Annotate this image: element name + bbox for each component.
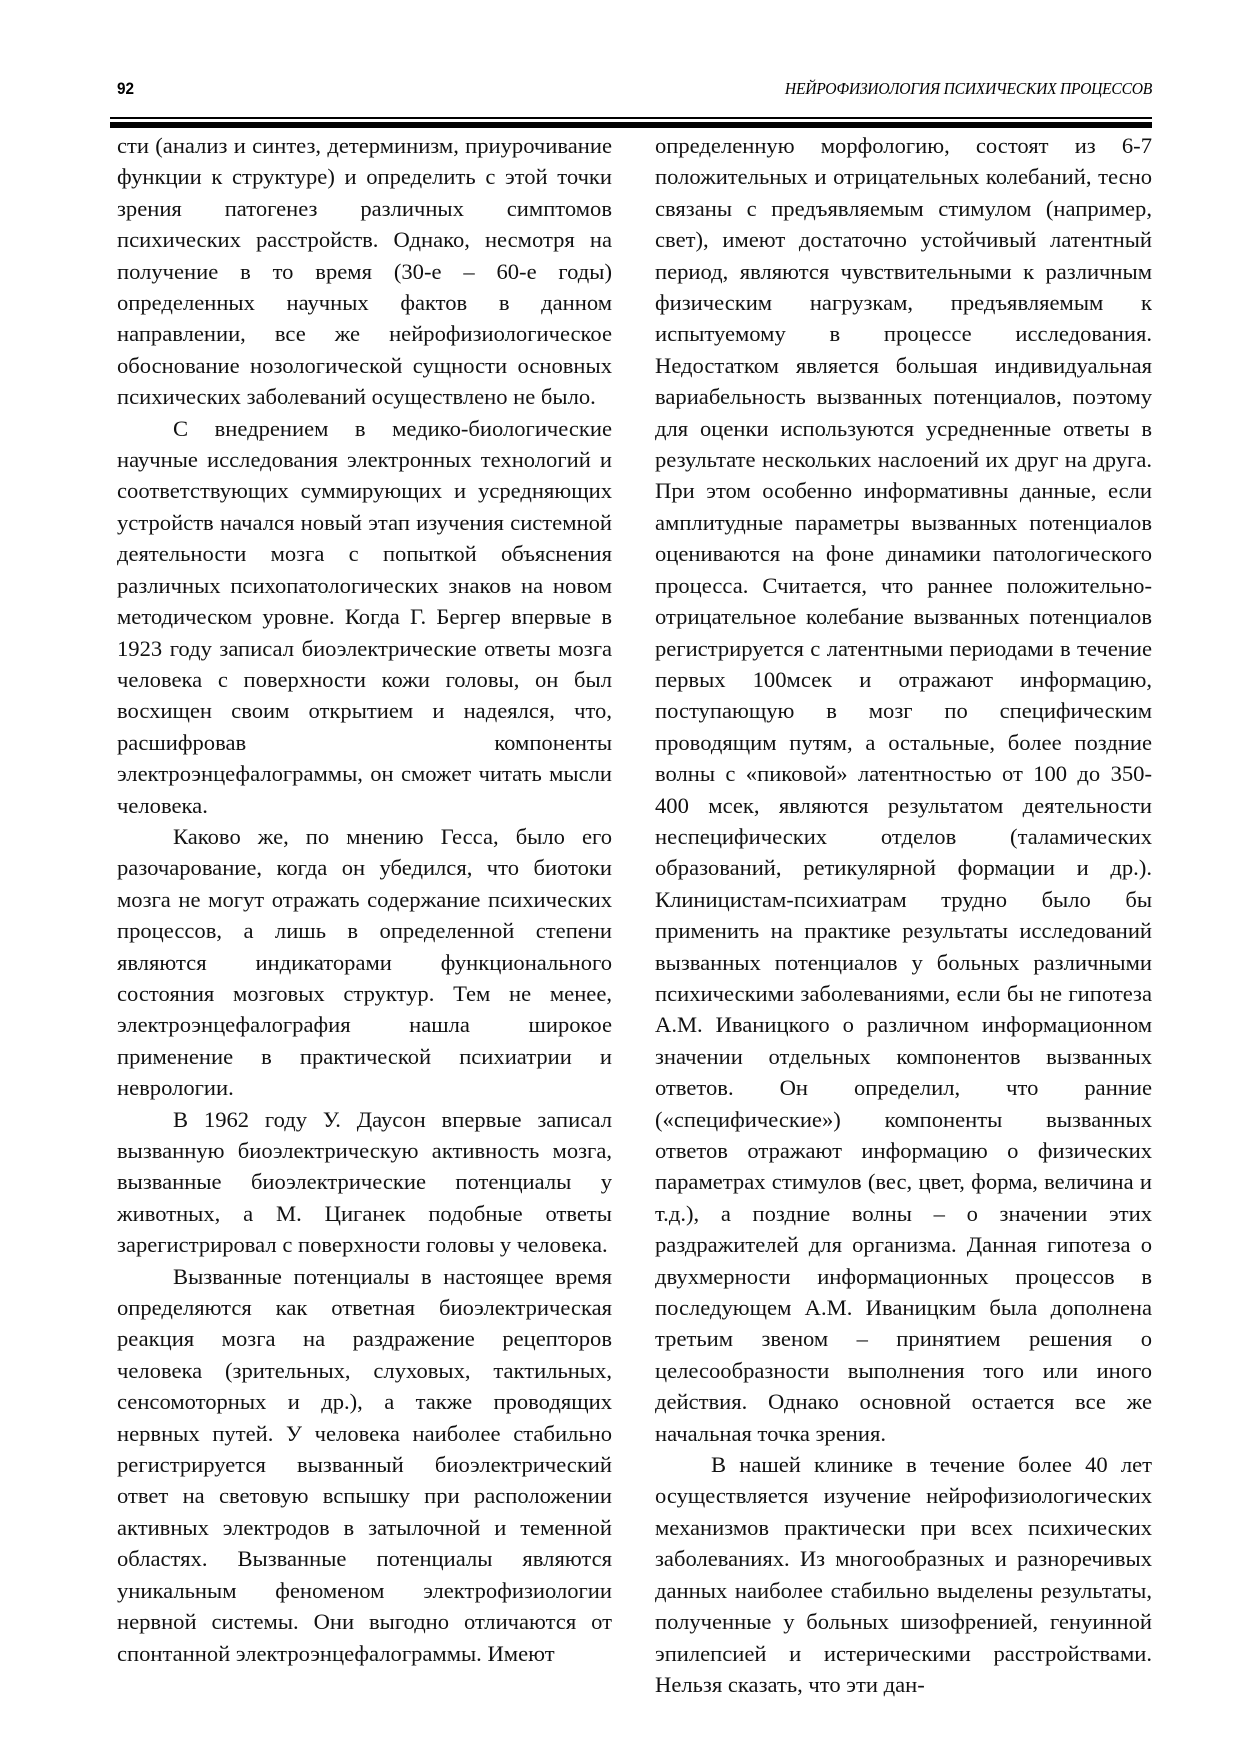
paragraph: Вызванные потенциалы в настоящее время определяются как ответная биоэлектрическая реакция мозга на раздражение рецепторов человека (зрительных, слуховых, тактильных, сенсомоторных и др.), а также проводящих нервных путей. У человека наиболее стабильно регистрируется вызванный биоэлектрический ответ на световую вспышку при расположении активных электродов в затылочной и теменной областях. Вызванные потенциалы являются уникальным феноменом электрофизиологии нервной системы. Они выгодно отличаются от спонтанной электроэнцефалограммы. Имеют [117, 1263, 612, 1666]
header-rule-thick [110, 122, 1152, 128]
left-column [117, 130, 612, 1669]
paragraph: сти (анализ и синтез, детерминизм, приурочивание функции к структуре) и определить с этой точки зрения патогенез различных симптомов психических расстройств. Однако, несмотря на получение в то время (30-е – 60-е годы) определенных научных фактов в данном направлении, все же нейрофизиологическое обоснование нозологической сущности основных психических заболеваний осуществлено не было. [117, 133, 612, 410]
page-header [107, 78, 1152, 100]
paragraph: Каково же, по мнению Гесса, было его разочарование, когда он убедился, что биотоки мозга не могут отражать содержание психических процессов, а лишь в определенной степени являются индикаторами функционального состояния мозговых структур. Тем не менее, электроэнцефалография нашла широкое применение в практической психиатрии и неврологии. [117, 823, 612, 1101]
paragraph: определенную морфологию, состоят из 6-7 положительных и отрицательных колебаний, тесно связаны с предъявляемым стимулом (например, свет), имеют достаточно устойчивый латентный период, являются чувствительными к различным физическим нагрузкам, предъявляемым к испытуемому в процессе исследования. Недостатком является большая индивидуальная вариабельность вызванных потенциалов, поэтому для оценки используются усредненные ответы в результате нескольких наслоений их друг на друга. При этом особенно информативны данные, если амплитудные параметры вызванных потенциалов оцениваются на фоне динамики патологического процесса. Считается, что раннее положительно-отрицательное колебание вызванных потенциалов регистрируется с латентными периодами в течение первых 100мсек и отражают информацию, поступающую в мозг по специфическим проводящим путям, а остальные, более поздние волны с «пиковой» латентностью от 100 до 350-400 мсек, являются результатом деятельности неспецифических отделов (таламических образований, ретикулярной формации и др.). Клиницистам-психиатрам трудно было бы применить на практике результаты исследований вызванных потенциалов у больных различными психическими заболеваниями, если бы не гипотеза А.М. Иваницкого о различном информационном значении отдельных компонентов вызванных ответов. Он определил, что ранние («специфические») компоненты вызванных ответов отражают информацию о физических параметрах стимулов (вес, цвет, форма, величина и т.д.), а поздние волны – о значении этих раздражителей для организма. Данная гипотеза о двухмерности информационных процессов в последующем А.М. Иваницким была дополнена третьим звеном – принятием решения о целесообразности выполнения того или иного действия. Однако основной остается все же начальная точка зрения. [655, 133, 1152, 1446]
paragraph: В нашей клинике в течение более 40 лет осуществляется изучение нейрофизиологических механизмов практически при всех психических заболеваниях. Из многообразных и разноречивых данных наиболее стабильно выделены результаты, полученные у больных шизофренией, генуинной эпилепсией и истерическими расстройствами. Нельзя сказать, что эти дан- [655, 1452, 1152, 1697]
right-column [655, 130, 1152, 1700]
page-number: 92 [117, 79, 135, 98]
paragraph: В 1962 году У. Даусон впервые записал вызванную биоэлектрическую активность мозга, вызванные биоэлектрические потенциалы у животных, а М. Циганек подобные ответы зарегистрировал с поверхности головы у человека. [117, 1106, 612, 1258]
running-title: НЕЙРОФИЗИОЛОГИЯ ПСИХИЧЕСКИХ ПРОЦЕССОВ [784, 79, 1152, 98]
header-rule-thin [110, 117, 1152, 119]
paragraph: С внедрением в медико-биологические научные исследования электронных технологий и соответствующих суммирующих и усредняющих устройств начался новый этап изучения системной деятельности мозга с попыткой объяснения различных психопатологических знаков на новом методическом уровне. Когда Г. Бергер впервые в 1923 году записал биоэлектрические ответы мозга человека с поверхности кожи головы, он был восхищен своим открытием и надеялся, что, расшифровав компоненты электроэнцефалограммы, он сможет читать мысли человека. [117, 415, 612, 818]
